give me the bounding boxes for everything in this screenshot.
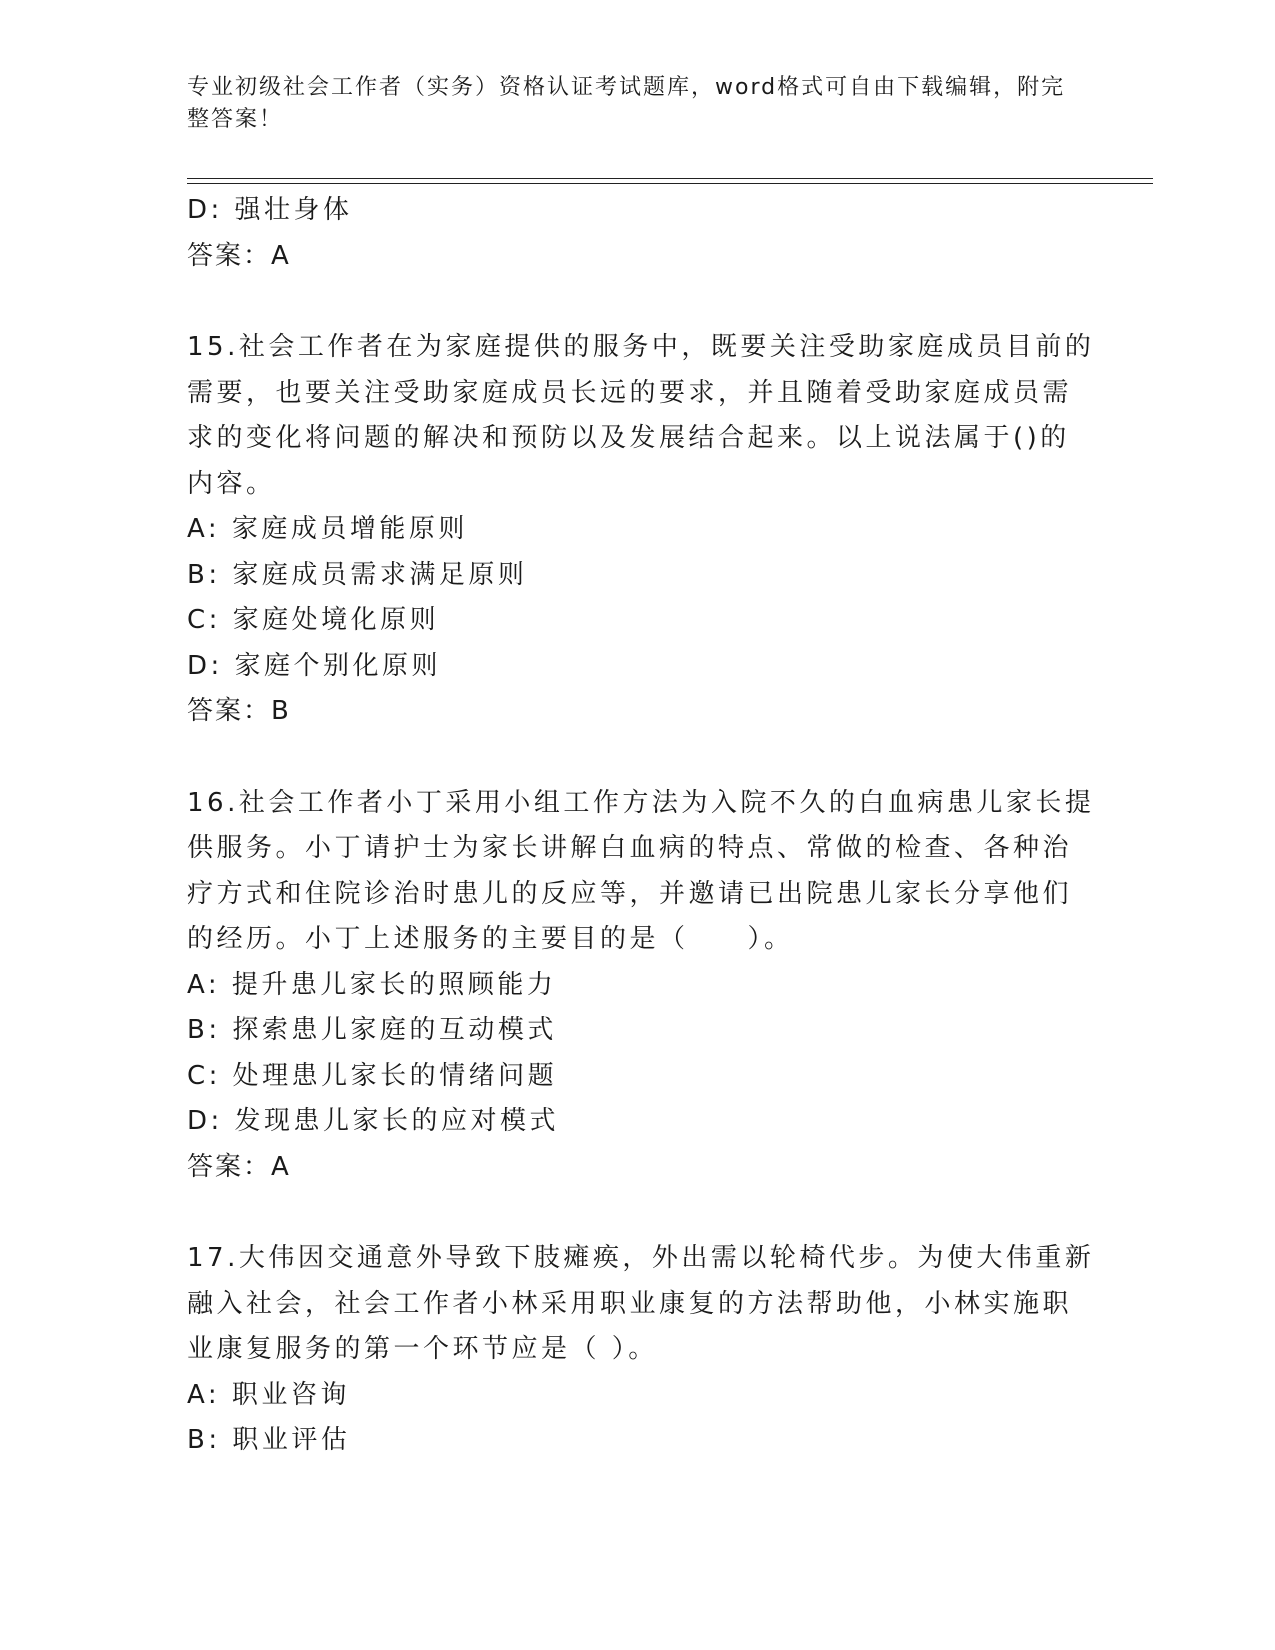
question-stem-line: 15.社会工作者在为家庭提供的服务中，既要关注受助家庭成员目前的 (187, 332, 1095, 362)
question-stem-line: 需要，也要关注受助家庭成员长远的要求，并且随着受助家庭成员需 (187, 377, 1073, 408)
question-stem-line: 供服务。小丁请护士为家长讲解白血病的特点、常做的检查、各种治 (187, 833, 1073, 863)
answer-option: D: 发现患儿家长的应对模式 (187, 1106, 560, 1136)
question-block (187, 781, 1095, 1191)
question-gap (187, 279, 1067, 325)
question-stem-line: 求的变化将问题的解决和预防以及发展结合起来。以上说法属于()的 (187, 423, 1070, 453)
question-stem-line: 业康复服务的第一个环节应是（ ）。 (187, 1334, 658, 1364)
question-gap (187, 1190, 1067, 1236)
answer-option: A: 职业咨询 (187, 1379, 350, 1410)
question-gap (187, 735, 1067, 781)
header-rule-top (187, 178, 1153, 179)
answer-key: 答案：B (187, 696, 291, 726)
question-block (187, 188, 1067, 279)
question-stem-line: 17.大伟因交通意外导致下肢瘫痪，外出需以轮椅代步。为使大伟重新 (187, 1243, 1095, 1273)
answer-option: C: 家庭处境化原则 (187, 605, 440, 635)
question-stem-line: 疗方式和住院诊治时患儿的反应等，并邀请已出院患儿家长分享他们 (187, 878, 1073, 909)
question-stem-line: 融入社会，社会工作者小林采用职业康复的方法帮助他，小林实施职 (187, 1288, 1073, 1319)
answer-option: A: 家庭成员增能原则 (187, 514, 468, 544)
question-block (187, 1236, 1095, 1464)
answer-option: C: 处理患儿家长的情绪问题 (187, 1060, 558, 1091)
answer-option: B: 探索患儿家庭的互动模式 (187, 1015, 557, 1045)
page-header: 专业初级社会工作者（实务）资格认证考试题库，word格式可自由下载编辑，附完整答案！ (187, 75, 1066, 132)
question-stem-line: 的经历。小丁上述服务的主要目的是（ ）。 (187, 924, 794, 954)
answer-key: 答案：A (187, 240, 291, 271)
answer-option: B: 家庭成员需求满足原则 (187, 559, 528, 590)
question-block (187, 325, 1095, 735)
answer-option: A: 提升患儿家长的照顾能力 (187, 969, 557, 1000)
answer-option: D: 家庭个别化原则 (187, 650, 442, 681)
question-list (187, 188, 1095, 1464)
answer-key: 答案：A (187, 1151, 291, 1182)
question-stem-line: 内容。 (187, 468, 276, 499)
question-stem-line: 16.社会工作者小丁采用小组工作方法为入院不久的白血病患儿家长提 (187, 787, 1095, 818)
document-page (187, 0, 1153, 1650)
header-rule-bottom (187, 183, 1153, 184)
answer-option: D: 强壮身体 (187, 195, 353, 225)
answer-option: B: 职业评估 (187, 1425, 351, 1455)
